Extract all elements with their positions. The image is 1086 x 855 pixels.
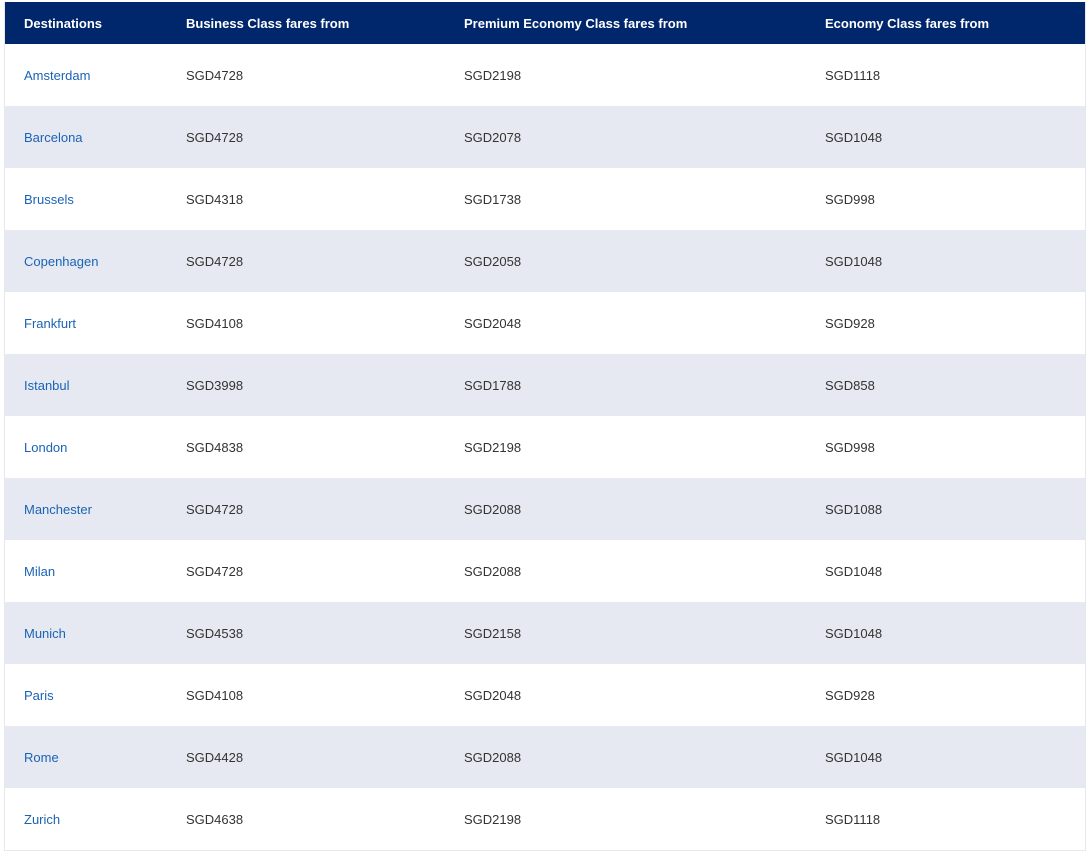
business-fare-cell: SGD4728 — [186, 563, 244, 579]
table-row — [5, 788, 1085, 850]
economy-fare-cell: SGD1048 — [825, 749, 883, 765]
business-fare-cell: SGD4728 — [186, 129, 244, 145]
destination-cell — [5, 168, 167, 230]
table-row — [5, 726, 1085, 788]
economy-fare-cell: SGD1048 — [825, 563, 883, 579]
destination-link[interactable]: Zurich — [24, 811, 61, 827]
table-row — [5, 44, 1085, 106]
economy-fare-cell: SGD858 — [825, 377, 875, 393]
premium-economy-fare-cell: SGD1738 — [464, 191, 522, 207]
premium-economy-fare-cell: SGD2198 — [464, 811, 522, 827]
destination-cell — [5, 416, 167, 478]
header-premium-economy-class: Premium Economy Class fares from — [464, 15, 688, 31]
business-fare-cell: SGD4638 — [186, 811, 244, 827]
premium-economy-fare-cell: SGD2158 — [464, 625, 522, 641]
premium-economy-fare-cell: SGD1788 — [464, 377, 522, 393]
destination-link[interactable]: London — [24, 439, 68, 455]
business-fare-cell: SGD4838 — [186, 439, 244, 455]
table-row — [5, 168, 1085, 230]
premium-economy-fare-cell: SGD2058 — [464, 253, 522, 269]
table-row — [5, 416, 1085, 478]
business-fare-cell: SGD4728 — [186, 253, 244, 269]
destination-link[interactable]: Rome — [24, 749, 59, 765]
business-fare-cell: SGD4538 — [186, 625, 244, 641]
premium-economy-fare-cell: SGD2088 — [464, 563, 522, 579]
premium-economy-fare-cell: SGD2088 — [464, 501, 522, 517]
business-fare-cell: SGD4318 — [186, 191, 244, 207]
destination-cell — [5, 478, 167, 540]
destination-link[interactable]: Manchester — [24, 501, 92, 517]
table-row — [5, 540, 1085, 602]
economy-fare-cell: SGD1088 — [825, 501, 883, 517]
business-fare-cell: SGD3998 — [186, 377, 244, 393]
table-row — [5, 106, 1085, 168]
destination-cell — [5, 44, 167, 106]
table-row — [5, 602, 1085, 664]
destination-link[interactable]: Barcelona — [24, 129, 83, 145]
fares-table-container — [4, 2, 1086, 851]
table-header-row — [5, 2, 1085, 44]
destination-cell — [5, 726, 167, 788]
destination-cell — [5, 602, 167, 664]
economy-fare-cell: SGD1048 — [825, 253, 883, 269]
header-business-class: Business Class fares from — [186, 15, 350, 31]
business-fare-cell: SGD4428 — [186, 749, 244, 765]
destination-link[interactable]: Copenhagen — [24, 253, 99, 269]
header-economy-class: Economy Class fares from — [825, 15, 990, 31]
header-destinations: Destinations — [24, 15, 103, 31]
destination-cell — [5, 788, 167, 850]
premium-economy-fare-cell: SGD2078 — [464, 129, 522, 145]
premium-economy-fare-cell: SGD2198 — [464, 439, 522, 455]
business-fare-cell: SGD4108 — [186, 315, 244, 331]
destination-link[interactable]: Brussels — [24, 191, 74, 207]
destination-cell — [5, 540, 167, 602]
destination-link[interactable]: Milan — [24, 563, 56, 579]
destination-cell — [5, 292, 167, 354]
destination-link[interactable]: Amsterdam — [24, 67, 91, 83]
economy-fare-cell: SGD1048 — [825, 625, 883, 641]
table-row — [5, 478, 1085, 540]
economy-fare-cell: SGD1118 — [825, 67, 881, 83]
economy-fare-cell: SGD1048 — [825, 129, 883, 145]
table-row — [5, 230, 1085, 292]
economy-fare-cell: SGD998 — [825, 439, 875, 455]
destination-cell — [5, 664, 167, 726]
table-row — [5, 292, 1085, 354]
destination-link[interactable]: Paris — [24, 687, 54, 703]
destination-link[interactable]: Munich — [24, 625, 66, 641]
destination-link[interactable]: Frankfurt — [24, 315, 77, 331]
destination-cell — [5, 230, 167, 292]
fares-table — [5, 2, 1085, 850]
premium-economy-fare-cell: SGD2088 — [464, 749, 522, 765]
destination-link[interactable]: Istanbul — [24, 377, 70, 393]
premium-economy-fare-cell: SGD2048 — [464, 687, 522, 703]
premium-economy-fare-cell: SGD2198 — [464, 67, 522, 83]
economy-fare-cell: SGD1118 — [825, 811, 881, 827]
business-fare-cell: SGD4728 — [186, 501, 244, 517]
table-row — [5, 664, 1085, 726]
business-fare-cell: SGD4108 — [186, 687, 244, 703]
economy-fare-cell: SGD928 — [825, 687, 875, 703]
business-fare-cell: SGD4728 — [186, 67, 244, 83]
economy-fare-cell: SGD998 — [825, 191, 875, 207]
premium-economy-fare-cell: SGD2048 — [464, 315, 522, 331]
economy-fare-cell: SGD928 — [825, 315, 875, 331]
destination-cell — [5, 354, 167, 416]
table-row — [5, 354, 1085, 416]
destination-cell — [5, 106, 167, 168]
